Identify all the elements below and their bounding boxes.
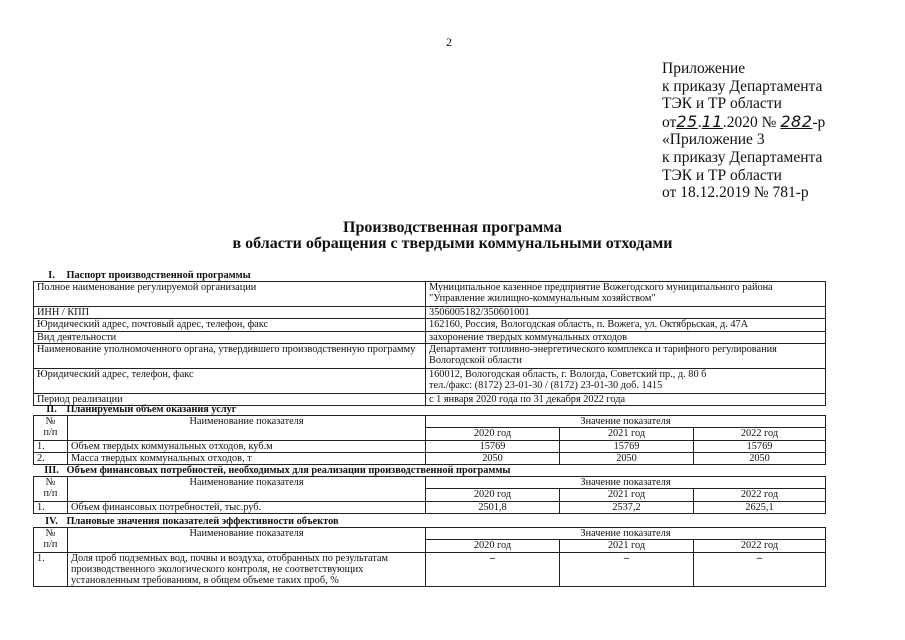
section-heading: [34, 404, 826, 416]
row-value: захоронение твердых коммунальных отходов: [426, 331, 826, 343]
column-header-year: 2021 год: [560, 540, 694, 552]
row-value: 15769: [426, 440, 560, 452]
table-row: [34, 440, 826, 452]
column-header-year: 2021 год: [560, 428, 694, 440]
row-label: ИНН / КПП: [34, 307, 426, 319]
column-header-number: № п/п: [34, 528, 68, 552]
appendix-line: от 18.12.2019 № 781-р: [662, 184, 809, 202]
column-header-name: Наименование показателя: [68, 528, 426, 552]
row-name: Доля проб подземных вод, почвы и воздуха, отобранных по результатам производственного экологического контроля, не соответствующих установленным требованиям, в общем объеме таких проб, %: [68, 552, 426, 587]
row-value: 162160, Россия, Вологодская область, п. Вожега, ул. Октябрьская, д. 47А: [426, 319, 826, 331]
appendix-date-line: от25.11.2020 № 282-р: [662, 111, 826, 131]
row-value: с 1 января 2020 года по 31 декабря 2022 года: [426, 393, 826, 405]
row-name: Масса твердых коммунальных отходов, т: [68, 452, 426, 464]
column-header-values: Значение показателя: [426, 416, 826, 428]
column-header-values: Значение показателя: [426, 528, 826, 540]
column-header-number: № п/п: [34, 416, 68, 440]
column-header-values: Значение показателя: [426, 477, 826, 489]
financial-needs-table: [33, 465, 826, 514]
section-heading: [34, 270, 826, 282]
section-heading: [34, 465, 826, 477]
row-value: 15769: [560, 440, 694, 452]
table-row: [34, 307, 826, 319]
table-row: [34, 282, 826, 307]
row-number: 1.: [34, 501, 68, 513]
handwritten-order-number: 282: [780, 111, 813, 131]
date-year: .2020 №: [722, 113, 777, 131]
order-suffix: -р: [812, 113, 826, 131]
appendix-line: ТЭК и ТР области: [662, 166, 782, 184]
column-header-year: 2020 год: [426, 489, 560, 501]
row-name: Объем твердых коммунальных отходов, куб.м: [68, 440, 426, 452]
column-header-name: Наименование показателя: [68, 477, 426, 501]
row-value: 2537,2: [560, 501, 694, 513]
section-number: I.: [48, 270, 55, 281]
column-header-year: 2020 год: [426, 428, 560, 440]
date-prefix: от: [662, 113, 677, 131]
row-value: Департамент топливно-энергетического комплекса и тарифного регулирования Вологодской области: [426, 343, 826, 368]
efficiency-indicators-table: [33, 516, 826, 587]
row-value: 15769: [694, 440, 826, 452]
table-row: [34, 343, 826, 368]
handwritten-month: 11: [701, 111, 723, 131]
row-value: 3506005182/350601001: [426, 307, 826, 319]
appendix-line: Приложение: [662, 60, 746, 77]
table-header-row: [34, 528, 826, 540]
row-label: Наименование уполномоченного органа, утвердившего производственную программу: [34, 343, 426, 368]
column-header-year: 2022 год: [694, 428, 826, 440]
section-title: Планируемый объем оказания услуг: [66, 404, 237, 415]
document-subtitle: в области обращения с твердыми коммунальными отходами: [232, 235, 673, 252]
section-number: II.: [46, 404, 57, 415]
section-title: Плановые значения показателей эффективности объектов: [66, 516, 339, 527]
row-value: 2050: [426, 452, 560, 464]
row-number: 2.: [34, 452, 68, 464]
table-row: [34, 552, 826, 587]
section-number: IV.: [45, 516, 58, 527]
column-header-number: № п/п: [34, 477, 68, 501]
row-name: Объем финансовых потребностей, тыс.руб.: [68, 501, 426, 513]
page-number: 2: [446, 35, 452, 49]
row-label: Юридический адрес, почтовый адрес, телефон, факс: [34, 319, 426, 331]
table-row: [34, 319, 826, 331]
column-header-year: 2022 год: [694, 540, 826, 552]
row-value: Муниципальное казенное предприятие Вожегодского муниципального района "Управление жилищно-коммунальным хозяйством": [426, 282, 826, 307]
document-title: Производственная программа: [343, 219, 562, 236]
table-row: [34, 331, 826, 343]
row-label: Юридический адрес, телефон, факс: [34, 368, 426, 393]
handwritten-day: 25: [676, 111, 698, 131]
row-number: 1.: [34, 440, 68, 452]
row-value: –: [560, 552, 694, 587]
row-label: Вид деятельности: [34, 331, 426, 343]
table-row: [34, 452, 826, 464]
appendix-block: [662, 60, 825, 202]
table-row: [34, 368, 826, 393]
row-value: 160012, Вологодская область, г. Вологда, Советский пр., д. 80 б тел./факс: (8172) 23-01-30 / (8172) 23-01-30 доб. 1415: [426, 368, 826, 393]
section-heading: [34, 516, 826, 528]
appendix-line: к приказу Департамента: [662, 77, 823, 95]
column-header-year: 2020 год: [426, 540, 560, 552]
appendix-line: ТЭК и ТР области: [662, 95, 782, 113]
appendix-line: к приказу Департамента: [662, 148, 823, 166]
passport-table: [33, 270, 826, 406]
table-header-row: [34, 477, 826, 489]
row-value: 2050: [560, 452, 694, 464]
row-value: 2501,8: [426, 501, 560, 513]
row-label: Период реализации: [34, 393, 426, 405]
table-header-row: [34, 416, 826, 428]
column-header-year: 2022 год: [694, 489, 826, 501]
row-value: –: [426, 552, 560, 587]
row-value: –: [694, 552, 826, 587]
section-title: Паспорт производственной программы: [66, 270, 251, 281]
appendix-line: «Приложение 3: [662, 131, 765, 149]
table-row: [34, 501, 826, 513]
row-number: 1.: [34, 552, 68, 587]
section-title: Объем финансовых потребностей, необходимых для реализации производственной программы: [66, 465, 511, 476]
section-number: III.: [44, 465, 59, 476]
column-header-name: Наименование показателя: [68, 416, 426, 440]
row-label: Полное наименование регулируемой организации: [34, 282, 426, 307]
services-volume-table: [33, 404, 826, 465]
row-value: 2050: [694, 452, 826, 464]
column-header-year: 2021 год: [560, 489, 694, 501]
row-value: 2625,1: [694, 501, 826, 513]
